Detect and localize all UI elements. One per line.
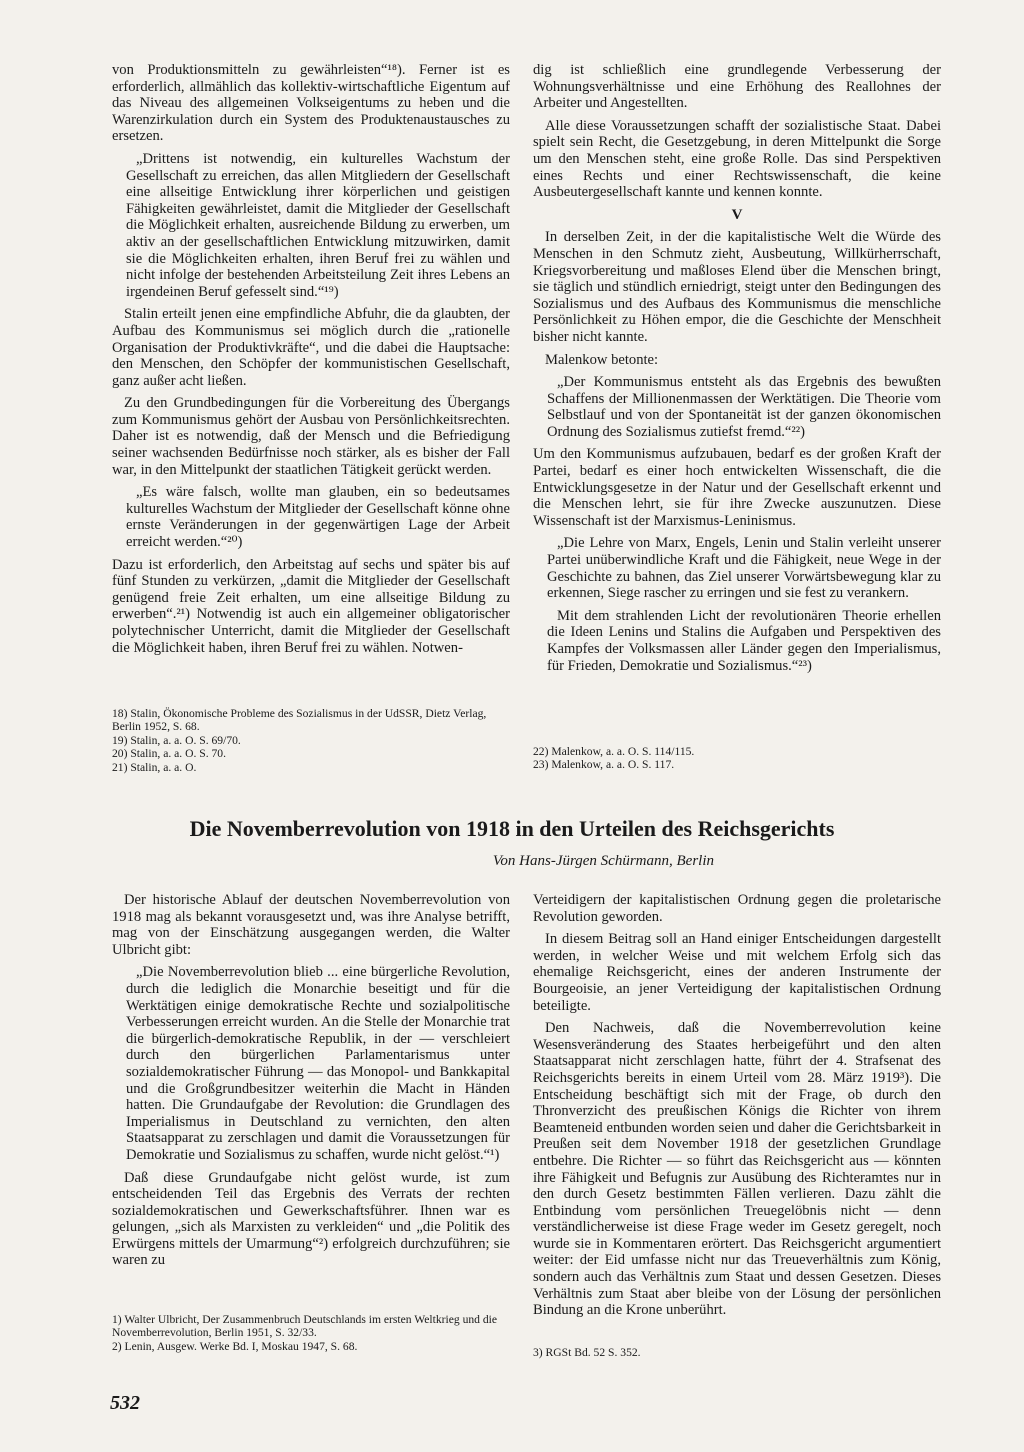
top-right-footnotes: [533, 745, 941, 772]
footnote: 20) Stalin, a. a. O. S. 70.: [112, 747, 226, 761]
paragraph: Zu den Grundbedingungen für die Vorbereitung des Übergangs zum Kommunismus gehört der Ausbau von Persönlichkeitsrechten. Daher ist es notwendig, daß der Mensch und die Befriedigung seiner wachsenden Bedürfnisse noch stärker, als es bisher der Fall war, in den Mittelpunkt der staatlichen Tätigkeit gerückt werden.: [112, 395, 510, 478]
footnote: 3) RGSt Bd. 52 S. 352.: [533, 1346, 641, 1359]
bottom-left-column: [112, 892, 510, 1275]
paragraph: In derselben Zeit, in der die kapitalistische Welt die Würde des Menschen in den Schmutz zieht, Ausbeutung, Willkürherrschaft, Kriegsvorbereitung und maßloses Elend über die Menschen bringt, sie täglich und stündlich erniedrigt, steigt unter den Bedingungen des Sozialismus und des Aufbaus des Kommunismus die menschliche Persönlichkeit zu Höhen empor, die die Geschichte der Menschheit bisher nicht kannte.: [533, 229, 941, 345]
bottom-left-footnotes: [112, 1313, 510, 1353]
top-left-column: [112, 62, 510, 662]
article-title: Die Novemberrevolution von 1918 in den Urteilen des Reichsgerichts: [189, 816, 835, 841]
paragraph: von Produktionsmitteln zu gewährleisten“¹⁸). Ferner ist es erforderlich, allmählich das kollektiv-wirtschaftliche Eigentum auf das Niveau des allgemeinen Volkseigentums zu heben und die Warenzirkulation durch ein System des Produktenaustausches zu ersetzen.: [112, 62, 510, 145]
bottom-right-footnotes: [533, 1346, 941, 1359]
footnote: 21) Stalin, a. a. O.: [112, 760, 197, 774]
quote: „Die Novemberrevolution blieb ... eine bürgerliche Revolution, durch die lediglich die Monarchie beseitigt und für die Werktätigen einige demokratische Rechte und sozialpolitische Verbesserungen erreicht wurden. An die Stelle der Monarchie trat die bürgerlich-demokratische Republik, in der — verschleiert durch den bürgerlichen Parlamentarismus unter sozialdemokratischer Führung — das Monopol- und Bankkapital und die Großgrundbesitzer weiterhin die Macht in Händen hatten. Die Grundaufgabe der Revolution: die Grundlagen des Imperialismus in Deutschland zu vernichten, den alten Staatsapparat zu zerschlagen und damit die Voraussetzungen für Demokratie und Sozialismus zu schaffen, wurde nicht gelöst.“¹): [126, 964, 510, 1163]
article-author: Von Hans-Jürgen Schürmann, Berlin: [492, 853, 714, 869]
paragraph: Den Nachweis, daß die Novemberrevolution keine Wesensveränderung des Staates herbeigeführt und den alten Staatsapparat nicht zerschlagen hatte, führt der 4. Strafsenat des Reichsgerichts bereits in einem Urteil vom 28. März 1919³). Die Entscheidung beschäftigt sich mit der Frage, ob durch den Thronverzicht des preußischen Königs die Richter von ihrem Beamteneid entbunden worden seien und daher die Gerichtsbarkeit in Preußen seit dem November 1918 der gesetzlichen Grundlage entbehre. Die Richter — so führt das Reichsgericht aus — könnten ihre Fähigkeit und Befugnis zur Ausübung des Richteramtes nur in den durch Gesetz bestimmten Fällen verlieren. Dazu zählt die Entbindung vom persönlichen Treuegelöbnis nicht — denn verständlicherweise ist diese Frage weder im Gesetz geregelt, noch wurde sie in Kommentaren erörtert. Das Reichsgericht argumentiert weiter: der Eid umfasse nicht nur das Treueverhältnis zum König, sondern auch das Verhältnis zum Staat und dessen Gesetzen. Dieses Verhältnis zum Staat aber bleibe von der Lösung der persönlichen Bindung an die Krone unberührt.: [533, 1020, 941, 1319]
quote: „Drittens ist notwendig, ein kulturelles Wachstum der Gesellschaft zu erreichen, das allen Mitgliedern der Gesellschaft eine allseitige Entwicklung ihrer körperlichen und geistigen Fähigkeiten gewährleistet, damit die Mitglieder der Gesellschaft die Möglichkeit erhalten, ausreichende Bildung zu erwerben, um aktiv an der gesellschaftlichen Entwicklung mitzuwirken, damit sie die Möglichkeiten erhalten, ihren Beruf frei zu wählen und nicht infolge der bestehenden Arbeitsteilung Zeit ihres Lebens an irgendeinen Beruf gefesselt sind.“¹⁹): [126, 150, 510, 300]
quote: Mit dem strahlenden Licht der revolutionären Theorie erhellen die Ideen Lenins und Stalins die Aufgaben und Perspektiven des Kampfes der Volksmassen aller Länder gegen den Imperialismus, für Frieden, Demokratie und Sozialismus.“²³): [547, 607, 941, 674]
bottom-right-column: [533, 892, 941, 1325]
paragraph: Stalin erteilt jenen eine empfindliche Abfuhr, die da glaubten, der Aufbau des Kommunismus sei möglich durch die „rationelle Organisation der Produktivkräfte“, und die dabei die Hauptsache: den Menschen, den Schöpfer der kommunistischen Gesellschaft, ganz außer acht ließen.: [112, 306, 510, 389]
paragraph: Alle diese Voraussetzungen schafft der sozialistische Staat. Dabei spielt sein Recht, die Gesetzgebung, in deren Mittelpunkt die Sorge um den Menschen steht, eine große Rolle. Das sind Perspektiven eines Rechts und einer Rechtswissenschaft, die keine Ausbeutergesellschaft kannte und kennen konnte.: [533, 117, 941, 201]
footnote: 18) Stalin, Ökonomische Probleme des Sozialismus in der UdSSR, Dietz Verlag, Berlin 1952, S. 68.: [112, 707, 487, 734]
paragraph: In diesem Beitrag soll an Hand einiger Entscheidungen dargestellt werden, in welcher Weise und mit welchem Erfolg sich das ehemalige Reichsgericht, eines der anderen Instrumente der Bourgeoisie, an jener Verteidigung der kapitalistischen Ordnung beteiligte.: [533, 931, 941, 1014]
top-right-column: [533, 62, 941, 680]
paragraph: Verteidigern der kapitalistischen Ordnung gegen die proletarische Revolution geworden.: [533, 892, 941, 925]
quote: „Der Kommunismus entsteht als das Ergebnis des bewußten Schaffens der Millionenmassen der Werktätigen. Die Theorie vom Selbstlauf und von der Spontaneität ist der ganzen ökonomischen Ordnung des Sozialismus zutiefst fremd.“²²): [547, 374, 941, 440]
paragraph: dig ist schließlich eine grundlegende Verbesserung der Wohnungsverhältnisse und eine Erhöhung des Reallohnes der Arbeiter und Angestellten.: [533, 62, 941, 112]
footnote: 23) Malenkow, a. a. O. S. 117.: [533, 758, 675, 772]
section-heading: V: [731, 206, 743, 223]
paragraph: Malenkow betonte:: [545, 351, 659, 368]
footnote: 1) Walter Ulbricht, Der Zusammenbruch Deutschlands im ersten Weltkrieg und die Novemberrevolution, Berlin 1951, S. 32/33.: [112, 1313, 498, 1340]
paragraph: Daß diese Grundaufgabe nicht gelöst wurde, ist zum entscheidenden Teil das Ergebnis des Verrats der rechten sozialdemokratischen und Gewerkschaftsführer. Ihnen war es gelungen, „sich als Marxisten zu verkleiden“ und „die Politik des Erwürgens mittels der Umarmung“²) erfolgreich durchzuführen; sie waren zu: [112, 1169, 510, 1269]
footnote: 19) Stalin, a. a. O. S. 69/70.: [112, 733, 241, 747]
quote: „Die Lehre von Marx, Engels, Lenin und Stalin verleiht unserer Partei unüberwindliche Kraft und die Fähigkeit, neue Wege in der Geschichte zu bahnen, das Ziel unserer Vorwärtsbewegung klar zu erkennen, Siege rascher zu erringen und sie fest zu verankern.: [547, 535, 941, 602]
footnote: 2) Lenin, Ausgew. Werke Bd. I, Moskau 1947, S. 68.: [112, 1339, 358, 1353]
footnote: 22) Malenkow, a. a. O. S. 114/115.: [533, 745, 695, 758]
paragraph: Der historische Ablauf der deutschen Novemberrevolution von 1918 mag als bekannt vorausgesetzt und, was ihre Analyse betrifft, mag von der Einschätzung ausgegangen werden, die Walter Ulbricht gibt:: [112, 892, 510, 958]
page-number: 532: [110, 1392, 140, 1414]
paragraph: Dazu ist erforderlich, den Arbeitstag auf sechs und später bis auf fünf Stunden zu verkürzen, „damit die Mitglieder der Gesellschaft genügend freie Zeit erhalten, um eine allseitige Bildung zu erwerben“.²¹) Notwendig ist auch ein allgemeiner obligatorischer polytechnischer Unterricht, damit die Mitglieder der Gesellschaft die Möglichkeit haben, ihren Beruf frei zu wählen. Notwen-: [112, 556, 510, 656]
quote: „Es wäre falsch, wollte man glauben, ein so bedeutsames kulturelles Wachstum der Mitglieder der Gesellschaft könne ohne ernste Veränderungen in der gegenwärtigen Lage der Arbeit erreicht werden.“²⁰): [126, 484, 510, 551]
paragraph: Um den Kommunismus aufzubauen, bedarf es der großen Kraft der Partei, bedarf es einer hoch entwickelten Wissenschaft, die die Entwicklungsgesetze in der Natur und der Gesellschaft erkennt und die Menschen lehrt, sie für ihre Zwecke auszunutzen. Diese Wissenschaft ist der Marxismus-Leninismus.: [533, 446, 941, 529]
top-left-footnotes: [112, 707, 510, 774]
